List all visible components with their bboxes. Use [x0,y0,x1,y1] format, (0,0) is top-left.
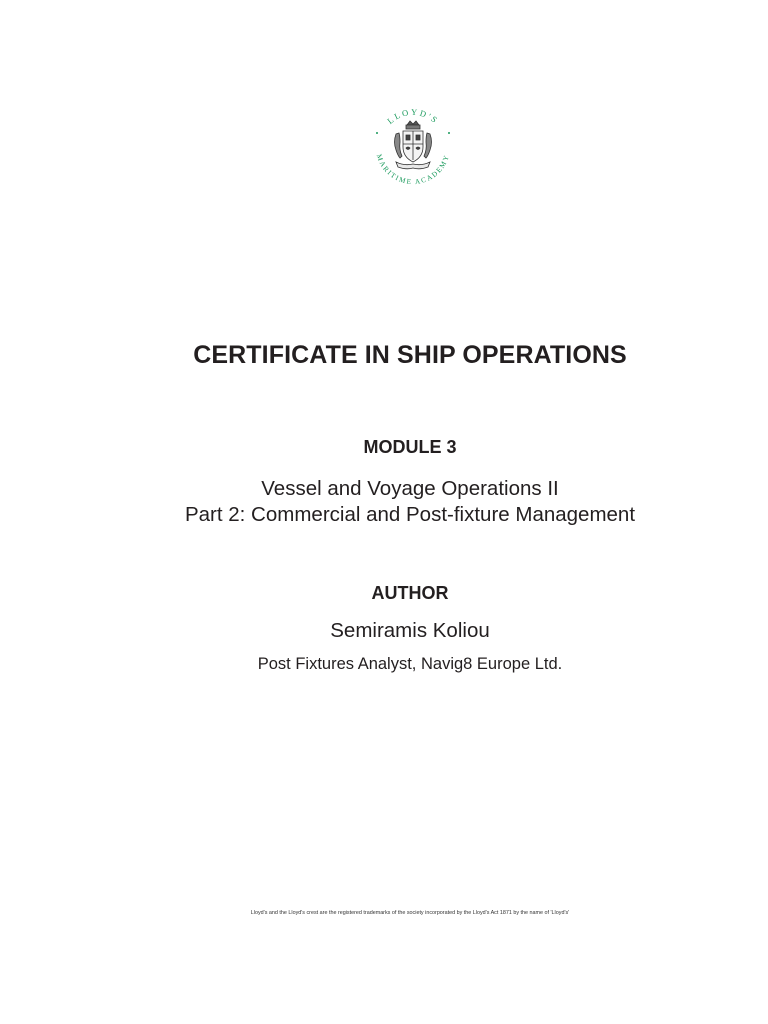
module-subtitle [26,476,768,528]
lloyds-maritime-academy-logo [366,100,460,194]
author-role: Post Fixtures Analyst, Navig8 Europe Ltd. [257,655,563,673]
author-heading: AUTHOR [371,583,449,603]
document-title: CERTIFICATE IN SHIP OPERATIONS [193,341,627,369]
svg-text:LLOYD'S [385,107,441,126]
crest-ring-bottom-text: MARITIME ACADEMY [374,153,452,187]
module-label: MODULE 3 [363,437,457,457]
crest-ring-top-text: LLOYD'S [385,106,441,126]
author-name: Semiramis Koliou [330,619,490,642]
crest-icon [366,100,460,194]
subtitle-line-1: Vessel and Voyage Operations II [261,477,559,500]
legal-notice: Lloyd's and the Lloyd's crest are the registered trademarks of the society incorporated by the Lloyd's Act 1871 by the name of 'Lloyd's' [250,910,570,916]
subtitle-line-2: Part 2: Commercial and Post-fixture Management [184,503,636,526]
